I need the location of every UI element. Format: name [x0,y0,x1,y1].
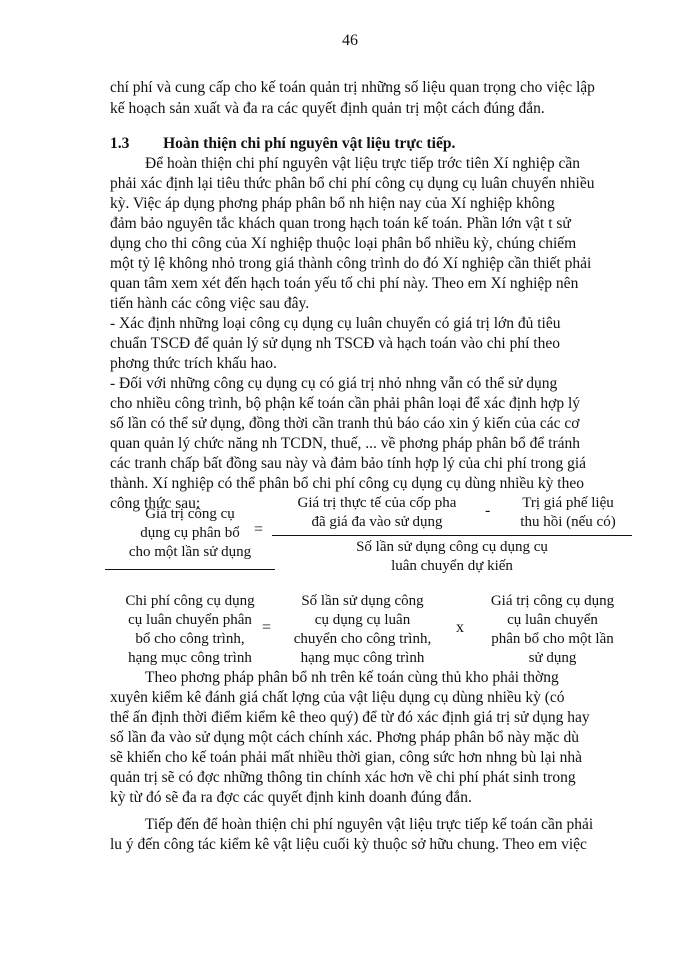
formula-numerator-line: đã giá đa vào sử dụng [311,514,443,530]
formula-right-line: sử dụng [528,650,577,666]
text-line: kỳ. Việc áp dụng phơng pháp phân bổ nh hiện nay của Xí nghiệp không [110,195,555,212]
text-line: sẽ khiến cho kế toán phải mất nhiều thời gian, công sức hơn nhng bù lại nhà [110,749,583,766]
text-line: thành. Xí nghiệp có thể phân bổ chi phí công cụ dụng cụ dùng nhiều kỳ theo [110,475,584,492]
section-title: Hoàn thiện chi phí nguyên vật liệu trực tiếp. [163,135,456,152]
text-line: số lần có thể sử dụng, đồng thời cần tranh thủ báo cáo xin ý kiến của các cơ [110,415,580,432]
text-line: kỳ từ đó sẽ đa ra đợc các quyết định kinh doanh đúng đắn. [110,789,472,806]
text-line: lu ý đến công tác kiểm kê vật liệu cuối kỳ thuộc sở hữu chung. Theo em việc [110,836,587,853]
formula-left-line: Giá trị công cụ [145,506,235,522]
minus-sign: - [485,502,491,519]
text-line: dụng cho thi công của Xí nghiệp thuộc loại phân bổ nhiều kỳ, chúng chiếm [110,235,577,252]
formula-left-line: bổ cho công trình, [135,631,245,647]
formula-left-line: hạng mục công trình [128,650,252,666]
text-line: quản trị sẽ có đợc những thông tin chính xác hơn về chi phí phát sinh trong [110,769,576,786]
formula-numerator-line: Giá trị thực tế của cốp pha [297,495,457,511]
multiply-sign: x [456,619,464,636]
equals-sign: = [262,619,272,636]
fraction-bar [272,535,632,536]
section-number: 1.3 [110,135,130,152]
text-line: tiến hành các công việc sau đây. [110,295,310,312]
section-heading [110,134,455,154]
text-line: cho nhiều công trình, bộ phận kế toán cần phải phân loại để xác định hợp lý [110,395,581,412]
text-line: - Đối với những công cụ dụng cụ có giá trị nhỏ nhng vẫn có thể sử dụng [110,375,558,392]
text-line: quan quản lý chức năng nh TCDN, thuế, ... về phơng pháp phân bổ để tránh [110,435,581,452]
formula-middle-line: chuyển cho công trình, [293,631,432,647]
text-line: đảm bảo nguyên tắc khách quan trong hạch toán kế toán. Phần lớn vật t sử [110,215,571,232]
formula-denominator-line: Số lần sử dụng công cụ dụng cụ [356,539,548,555]
text-line: các tranh chấp bất đồng sau này và đảm bảo tính hợp lý của chi phí trong giá [110,455,587,472]
text-line: chuẩn TSCĐ để quản lý sử dụng nh TSCĐ và hạch toán vào chi phí theo [110,335,560,352]
formula-right-line: cụ luân chuyển [507,612,598,628]
formula-numerator-line: thu hồi (nếu có) [520,514,616,530]
formula-left-line: dụng cụ phân bổ [140,525,240,541]
text-line: Để hoàn thiện chi phí nguyên vật liệu trực tiếp trớc tiên Xí nghiệp cần [145,155,580,172]
formula-middle-line: Số lần sử dụng công [301,593,424,609]
text-line: kế hoạch sản xuất và đa ra các quyết định quản trị một cách đúng đắn. [110,100,545,117]
text-line: công thức sau: [110,495,201,512]
text-line: một tỷ lệ không nhỏ trong giá thành công trình do đó Xí nghiệp cần thiết phải [110,255,592,272]
formula-left-underline [105,569,275,570]
page-number: 46 [342,32,358,49]
text-line: Tiếp đến để hoàn thiện chi phí nguyên vật liệu trực tiếp kế toán cần phải [145,816,594,833]
text-line: xuyên kiểm kê đánh giá chất lợng của vật liệu dụng cụ dùng nhiều kỳ (có [110,689,565,706]
formula-left-line: Chi phí công cụ dụng [125,593,255,609]
formula-left-line: cụ luân chuyển phân [128,612,252,628]
formula-left-line: cho một lần sử dụng [128,544,252,560]
text-line: chí phí và cung cấp cho kế toán quản trị những số liệu quan trọng cho việc lập [110,79,595,96]
text-line: phải xác định lại tiêu thức phân bổ chi phí công cụ dụng cụ luân chuyển nhiều [110,175,595,192]
text-line: thể ấn định thời điểm kiểm kê theo quý) để từ đó xác định giá trị sử dụng hay [110,709,590,726]
text-line: số lần đa vào sử dụng một cách chính xác. Phơng pháp phân bổ này mặc dù [110,729,580,746]
text-line: - Xác định những loại công cụ dụng cụ luân chuyển có giá trị lớn đủ tiêu [110,315,561,332]
formula-middle-line: hạng mục công trình [300,650,425,666]
formula-right-line: Giá trị công cụ dụng [490,593,615,609]
formula-numerator-line: Trị giá phế liệu [522,495,614,511]
text-line: quan tâm xem xét đến hạch toán yếu tố chi phí này. Theo em Xí nghiệp nên [110,275,579,292]
text-line: Theo phơng pháp phân bổ nh trên kế toán cùng thủ kho phải thờng [145,669,559,686]
equals-sign: = [254,521,264,538]
formula-middle-line: cụ dụng cụ luân [314,612,411,628]
text-line: phơng thức trích khấu hao. [110,355,277,372]
formula-right-line: phân bổ cho một lần [491,631,614,647]
formula-denominator-line: luân chuyển dự kiến [391,558,513,574]
